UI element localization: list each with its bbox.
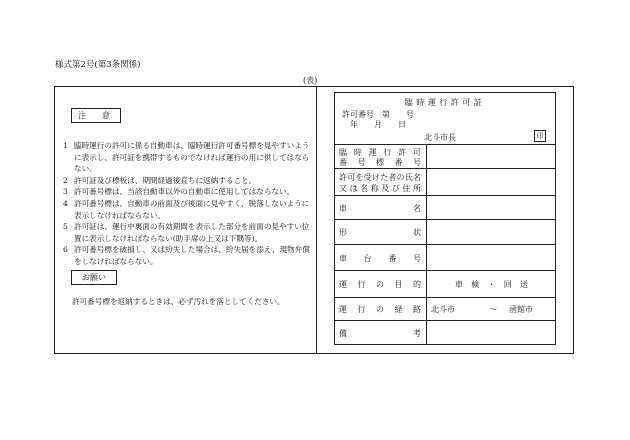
permit-row-plate-number [334,145,556,169]
label-line: 運行の経路 [339,305,421,314]
note-item [63,198,311,221]
note-number: 4 [63,198,68,208]
plate-number-value[interactable] [427,145,556,168]
note-number: 6 [63,245,68,255]
label-line: 車台番号 [339,254,421,263]
seal-mark: 印 [534,130,546,142]
label-line: 番号標番号 [339,158,421,167]
note-item [63,221,311,244]
note-text: 許可番号標を破損し、又は紛失した場合は、紛失届を添え、現物弁償をしなければならない。 [74,245,310,266]
permit-header [334,92,556,145]
permit-date-line: 年 月 日 [350,120,406,129]
chassis-value[interactable] [427,245,556,270]
permit-row-route [334,298,556,321]
holder-value[interactable] [427,169,556,195]
row-label [334,196,427,219]
permit-row-model [334,220,556,245]
purpose-text: 車検・回送 [455,280,528,289]
route-to: 函館市 [509,305,533,314]
notes-heading: 注 意 [71,108,121,123]
permit-row-purpose [334,271,556,298]
side-label: (表) [303,76,318,85]
note-text: 臨時運行の許可に係る自動車は、臨時運行許可番号標を見やすいように表示し、許可証を携帯するものでなければ運行の用に供してはならない。 [74,141,310,174]
label-line: 備考 [339,329,421,338]
label-line: 形状 [339,228,421,237]
row-label [334,220,427,244]
notes-list [63,140,311,268]
form-number: 様式第2号(第3条関係) [55,60,141,70]
purpose-value [427,271,556,297]
center-divider [316,86,317,354]
note-number: 2 [63,175,68,185]
label-line: 車名 [339,204,421,213]
row-label [334,271,427,297]
note-item [63,186,311,198]
request-text: 許可番号標を返納するときは、必ず汚れを落としてください。 [72,297,285,306]
note-number: 3 [63,187,68,197]
route-value [427,298,556,320]
row-label [334,321,427,345]
request-heading: お願い [71,270,117,285]
permit-title: 臨時運行許可証 [404,98,486,107]
permit-row-vehicle-name [334,196,556,220]
note-text: 許可番号標は、当該自動車以外の自動車に使用してはならない。 [74,187,295,197]
label-line: 運行の目的 [339,280,421,289]
route-from: 北斗市 [431,305,455,314]
issuer-name: 北斗市長 [424,133,456,142]
row-label [334,245,427,270]
permit-row-chassis [334,245,556,271]
note-item [63,244,311,267]
label-line: 臨時運行許可 [339,148,421,157]
permit-row-holder [334,169,556,196]
permit-row-remarks [334,321,556,345]
route-separator: ～ [489,305,497,314]
note-text: 許可証は、運行中裏面の有効期間を表示した部分を前面の見やすい位置に表示しなければならない(助手席の上又は下隅等)。 [74,222,310,243]
vehicle-name-value[interactable] [427,196,556,219]
remarks-value[interactable] [427,321,556,345]
note-number: 1 [63,141,68,150]
model-value[interactable] [427,220,556,244]
row-label [334,169,427,195]
row-label [334,145,427,168]
note-item [63,140,311,175]
row-label [334,298,427,320]
note-number: 5 [63,222,68,232]
permit-number-line: 許可番号 第 号 [342,110,414,119]
note-text: 許可番号標は、自動車の前面及び後面に見やすく、脱落しないように表示しなければならない。 [74,198,310,220]
label-line: 許可を受けた者の氏名 [339,173,421,182]
label-line: 又は名称及び住所 [339,184,421,193]
note-text: 許可証及び標板は、期間経過後直ちに返納すること。 [74,175,257,185]
note-item [63,175,311,187]
